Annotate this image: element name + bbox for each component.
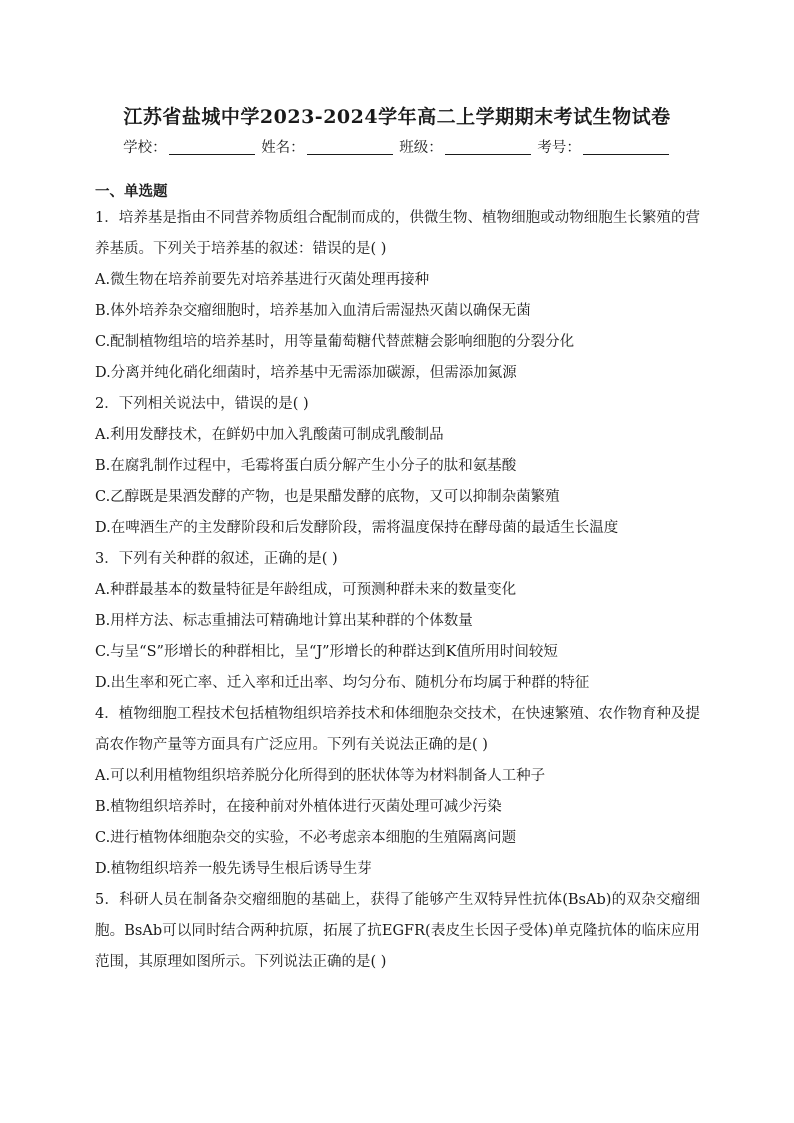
- exam-number-blank: [583, 140, 669, 155]
- option-a: A.利用发酵技术，在鲜奶中加入乳酸菌可制成乳酸制品: [95, 427, 444, 443]
- school-blank: [169, 140, 255, 155]
- question-5: [95, 885, 700, 978]
- option-a: A.种群最基本的数量特征是年龄组成，可预测种群未来的数量变化: [95, 582, 517, 598]
- class-blank: [445, 140, 531, 155]
- option-b: B.体外培养杂交瘤细胞时，培养基加入血清后需湿热灭菌以确保无菌: [95, 303, 531, 319]
- option-a: A.微生物在培养前要先对培养基进行灭菌处理再接种: [95, 272, 430, 288]
- question-stem: 4．植物细胞工程技术包括植物组织培养技术和体细胞杂交技术，在快速繁殖、农作物育种及提高农作物产量等方面具有广泛应用。下列有关说法正确的是( ): [95, 706, 700, 753]
- option-b: B.用样方法、标志重捕法可精确地计算出某种群的个体数量: [95, 613, 473, 629]
- option-d: D.出生率和死亡率、迁入率和迁出率、均匀分布、随机分布均属于种群的特征: [95, 675, 590, 691]
- question-1: [95, 203, 700, 389]
- question-2: [95, 389, 700, 544]
- name-blank: [307, 140, 393, 155]
- option-b: B.在腐乳制作过程中，毛霉将蛋白质分解产生小分子的肽和氨基酸: [95, 458, 517, 474]
- section-title: 一、单选题: [95, 183, 168, 200]
- question-3: [95, 544, 700, 699]
- option-c: C.乙醇既是果酒发酵的产物，也是果醋发酵的底物，又可以抑制杂菌繁殖: [95, 489, 560, 505]
- exam-title: 江苏省盐城中学2023-2024学年高二上学期期末考试生物试卷: [123, 106, 671, 128]
- question-list: [95, 203, 700, 978]
- option-d: D.分离并纯化硝化细菌时，培养基中无需添加碳源，但需添加氮源: [95, 365, 517, 381]
- option-c: C.配制植物组培的培养基时，用等量葡萄糖代替蔗糖会影响细胞的分裂分化: [95, 334, 575, 350]
- option-a: A.可以利用植物组织培养脱分化所得到的胚状体等为材料制备人工种子: [95, 768, 546, 784]
- question-4: [95, 699, 700, 885]
- question-stem: 2．下列相关说法中，错误的是( ): [95, 396, 309, 412]
- question-stem: 3．下列有关种群的叙述，正确的是( ): [95, 551, 338, 567]
- exam-number-label: 考号：: [537, 140, 581, 156]
- name-label: 姓名：: [261, 140, 305, 156]
- question-stem: 1．培养基是指由不同营养物质组合配制而成的，供微生物、植物细胞或动物细胞生长繁殖的营养基质。下列关于培养基的叙述：错误的是( ): [95, 210, 700, 257]
- school-label: 学校：: [123, 140, 167, 156]
- question-stem: 5．科研人员在制备杂交瘤细胞的基础上，获得了能够产生双特异性抗体(BsAb)的双杂交瘤细胞。BsAb可以同时结合两种抗原，拓展了抗EGFR(表皮生长因子受体)单克隆抗体的临床应用范围，其原理如图所示。下列说法正确的是( ): [95, 892, 700, 970]
- option-b: B.植物组织培养时，在接种前对外植体进行灭菌处理可减少污染: [95, 799, 502, 815]
- option-c: C.进行植物体细胞杂交的实验，不必考虑亲本细胞的生殖隔离问题: [95, 830, 517, 846]
- option-d: D.在啤酒生产的主发酵阶段和后发酵阶段，需将温度保持在酵母菌的最适生长温度: [95, 520, 619, 536]
- class-label: 班级：: [399, 140, 443, 156]
- student-info-row: [0, 136, 794, 157]
- option-d: D.植物组织培养一般先诱导生根后诱导生芽: [95, 861, 372, 877]
- option-c: C.与呈“S”形增长的种群相比，呈“J”形增长的种群达到K值所用时间较短: [95, 644, 558, 660]
